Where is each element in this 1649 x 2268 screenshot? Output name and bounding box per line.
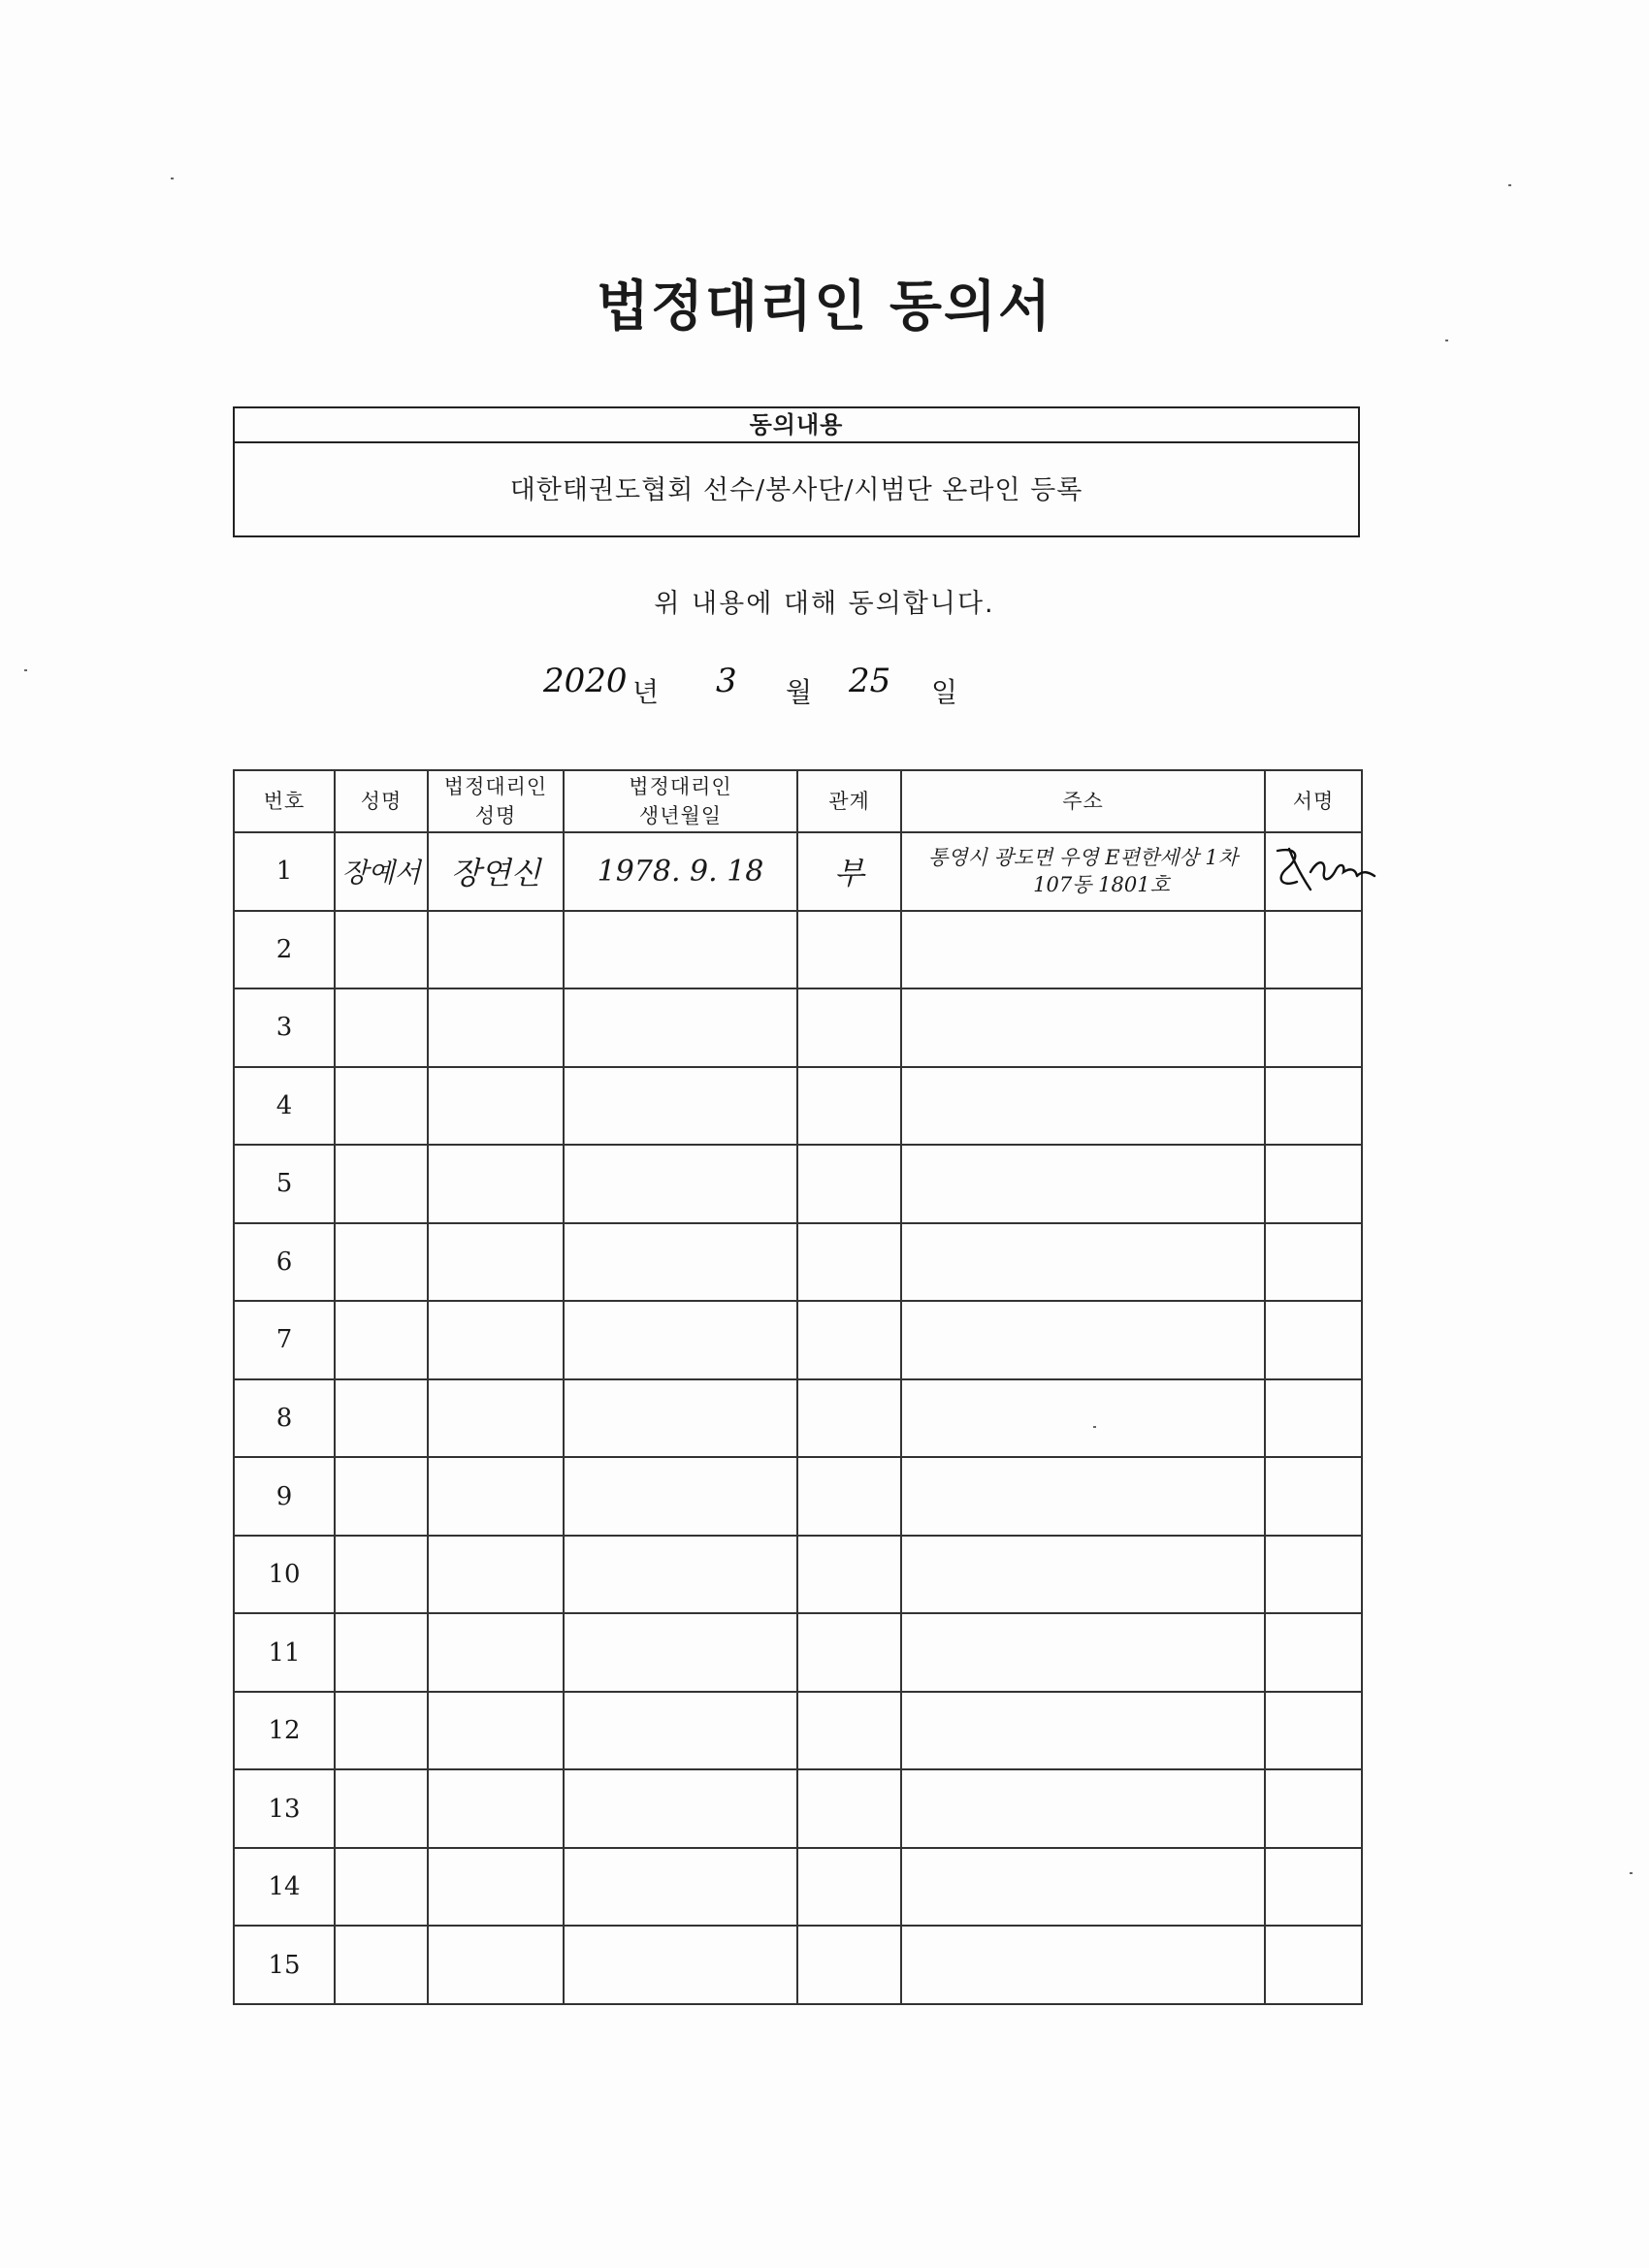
row-guardian-name <box>428 1301 564 1379</box>
row-guardian-birth: 1978. 9. 18 <box>564 832 797 911</box>
date-year-label: 년 <box>632 676 660 708</box>
document-title: 법정대리인 동의서 <box>596 275 1053 339</box>
row-name <box>335 1926 428 2004</box>
row-relation <box>797 1848 901 1927</box>
row-guardian-name <box>428 1379 564 1458</box>
row-guardian-birth <box>564 1223 797 1302</box>
row-address <box>901 832 1265 911</box>
row-guardian-name <box>428 1692 564 1770</box>
agreement-statement: 위 내용에 대해 동의합니다. <box>654 589 995 619</box>
table-row <box>234 1457 1362 1536</box>
consent-header: 동의내용 <box>235 408 1358 443</box>
row-address-line2: 107동 1801호 <box>1033 873 1170 897</box>
row-guardian-birth <box>564 1145 797 1223</box>
row-signature <box>1265 1536 1362 1614</box>
row-address <box>901 1145 1265 1223</box>
row-name <box>335 1848 428 1927</box>
row-number: 14 <box>234 1848 335 1927</box>
row-number: 3 <box>234 988 335 1067</box>
row-number: 4 <box>234 1067 335 1146</box>
table-row <box>234 988 1362 1067</box>
row-signature <box>1265 911 1362 989</box>
date-line <box>524 660 1009 718</box>
header-address: 주소 <box>901 770 1265 832</box>
header-name: 성명 <box>335 770 428 832</box>
row-guardian-birth <box>564 1692 797 1770</box>
scan-speck <box>1508 184 1511 186</box>
row-number: 11 <box>234 1613 335 1692</box>
row-name <box>335 1223 428 1302</box>
table-row <box>234 1613 1362 1692</box>
row-signature <box>1265 1301 1362 1379</box>
row-name <box>335 1145 428 1223</box>
row-name <box>335 1457 428 1536</box>
row-signature <box>1265 1848 1362 1927</box>
date-year-value: 2020 <box>543 662 628 700</box>
row-guardian-name <box>428 1457 564 1536</box>
row-guardian-name <box>428 1769 564 1848</box>
date-day-label: 일 <box>931 676 958 708</box>
row-name <box>335 988 428 1067</box>
row-relation: 부 <box>797 832 901 911</box>
row-name <box>335 911 428 989</box>
row-address <box>901 1692 1265 1770</box>
row-guardian-birth <box>564 1769 797 1848</box>
header-guardian-name <box>428 770 564 832</box>
table-row <box>234 1145 1362 1223</box>
row-guardian-birth <box>564 1379 797 1458</box>
header-number: 번호 <box>234 770 335 832</box>
row-address <box>901 1613 1265 1692</box>
row-guardian-birth <box>564 1613 797 1692</box>
row-guardian-name <box>428 911 564 989</box>
table-row <box>234 1769 1362 1848</box>
row-address <box>901 1301 1265 1379</box>
row-name <box>335 1613 428 1692</box>
row-number: 15 <box>234 1926 335 2004</box>
row-name <box>335 1692 428 1770</box>
row-guardian-birth <box>564 1457 797 1536</box>
row-number: 9 <box>234 1457 335 1536</box>
row-guardian-birth <box>564 1067 797 1146</box>
row-relation <box>797 1457 901 1536</box>
row-relation <box>797 1067 901 1146</box>
row-address <box>901 911 1265 989</box>
row-signature <box>1265 1692 1362 1770</box>
row-guardian-name <box>428 1613 564 1692</box>
row-guardian-name: 장연신 <box>428 832 564 911</box>
row-signature <box>1265 832 1362 911</box>
row-signature <box>1265 988 1362 1067</box>
row-number: 13 <box>234 1769 335 1848</box>
row-number: 2 <box>234 911 335 989</box>
scan-speck <box>1630 1872 1633 1874</box>
header-relation: 관계 <box>797 770 901 832</box>
row-guardian-name <box>428 1926 564 2004</box>
row-relation <box>797 1536 901 1614</box>
row-relation <box>797 1301 901 1379</box>
row-address <box>901 1926 1265 2004</box>
row-guardian-birth <box>564 911 797 989</box>
date-month-label: 월 <box>786 676 813 708</box>
table-row <box>234 1301 1362 1379</box>
consent-box <box>233 406 1360 537</box>
table-row <box>234 1692 1362 1770</box>
row-address <box>901 1457 1265 1536</box>
scan-speck <box>24 669 27 671</box>
row-guardian-birth <box>564 988 797 1067</box>
consent-body: 대한태권도협회 선수/봉사단/시범단 온라인 등록 <box>509 475 1083 505</box>
table-row <box>234 1379 1362 1458</box>
row-signature <box>1265 1379 1362 1458</box>
table-row <box>234 1926 1362 2004</box>
row-name <box>335 1536 428 1614</box>
row-signature <box>1265 1769 1362 1848</box>
row-name <box>335 1769 428 1848</box>
row-guardian-birth <box>564 1301 797 1379</box>
scan-speck <box>171 178 174 179</box>
row-relation <box>797 1379 901 1458</box>
date-month-value: 3 <box>716 662 737 700</box>
row-address-line1: 통영시 광도면 우영 E편한세상 1차 <box>927 846 1239 870</box>
row-relation <box>797 988 901 1067</box>
row-number: 8 <box>234 1379 335 1458</box>
row-address <box>901 1769 1265 1848</box>
header-guardian-name-text: 법정대리인 성명 <box>443 775 548 827</box>
row-relation <box>797 1145 901 1223</box>
row-signature <box>1265 1613 1362 1692</box>
row-number: 10 <box>234 1536 335 1614</box>
row-address <box>901 1536 1265 1614</box>
table-row <box>234 1536 1362 1614</box>
row-name <box>335 1301 428 1379</box>
row-number: 1 <box>234 832 335 911</box>
row-address <box>901 1067 1265 1146</box>
row-guardian-name <box>428 988 564 1067</box>
table-row <box>234 911 1362 989</box>
header-guardian-birth <box>564 770 797 832</box>
row-relation <box>797 1692 901 1770</box>
row-number: 5 <box>234 1145 335 1223</box>
row-relation <box>797 1613 901 1692</box>
table-row <box>234 832 1362 911</box>
row-guardian-birth <box>564 1848 797 1927</box>
row-signature <box>1265 1145 1362 1223</box>
row-name <box>335 1379 428 1458</box>
header-guardian-birth-text: 법정대리인 생년월일 <box>629 775 732 827</box>
row-name: 장예서 <box>335 832 428 911</box>
header-signature: 서명 <box>1265 770 1362 832</box>
table-row <box>234 1223 1362 1302</box>
row-number: 6 <box>234 1223 335 1302</box>
row-address <box>901 988 1265 1067</box>
signature-mark <box>1268 839 1404 897</box>
row-number: 7 <box>234 1301 335 1379</box>
row-guardian-name <box>428 1223 564 1302</box>
table-row <box>234 1067 1362 1146</box>
row-signature <box>1265 1926 1362 2004</box>
row-relation <box>797 911 901 989</box>
row-guardian-name <box>428 1848 564 1927</box>
date-day-value: 25 <box>849 662 891 700</box>
row-relation <box>797 1926 901 2004</box>
guardian-table <box>233 769 1363 2005</box>
row-address <box>901 1848 1265 1927</box>
row-relation <box>797 1769 901 1848</box>
row-guardian-birth <box>564 1926 797 2004</box>
row-signature <box>1265 1457 1362 1536</box>
row-guardian-name <box>428 1145 564 1223</box>
row-signature <box>1265 1223 1362 1302</box>
row-guardian-birth <box>564 1536 797 1614</box>
table-header-row <box>234 770 1362 832</box>
row-guardian-name <box>428 1067 564 1146</box>
row-address <box>901 1379 1265 1458</box>
row-guardian-name <box>428 1536 564 1614</box>
table-body <box>234 832 1362 2004</box>
row-signature <box>1265 1067 1362 1146</box>
row-relation <box>797 1223 901 1302</box>
row-address <box>901 1223 1265 1302</box>
row-number: 12 <box>234 1692 335 1770</box>
scan-speck <box>1093 1426 1096 1428</box>
table-row <box>234 1848 1362 1927</box>
row-name <box>335 1067 428 1146</box>
scan-speck <box>1445 340 1448 341</box>
